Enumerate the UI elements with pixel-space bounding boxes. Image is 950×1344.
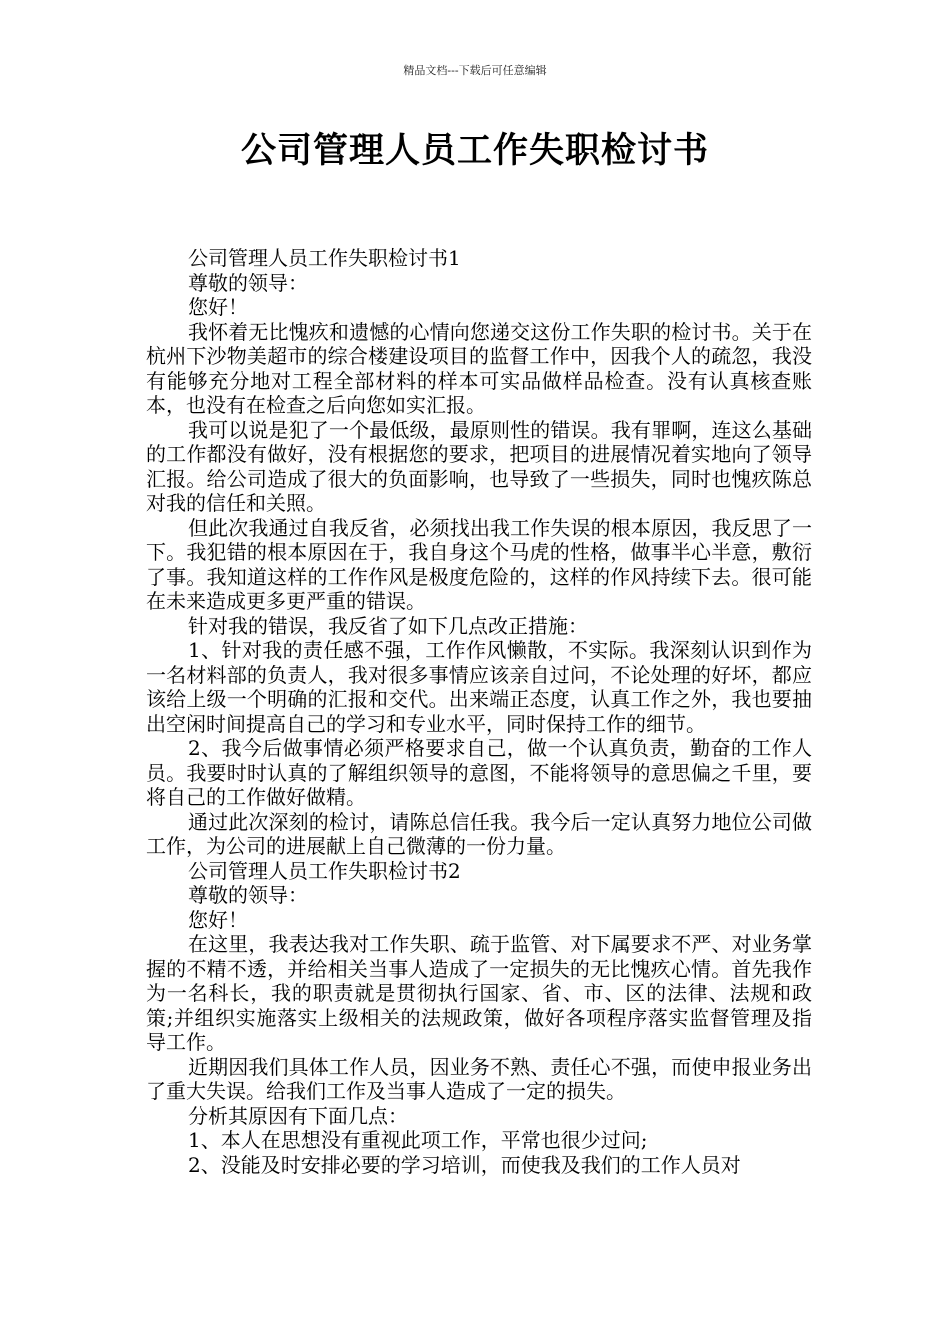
section-heading: 公司管理人员工作失职检讨书2 xyxy=(188,858,461,883)
greeting: 您好！ xyxy=(188,907,248,932)
paragraph: 近期因我们具体工作人员，因业务不熟、责任心不强，而使申报业务出了重大失误。给我们工作及当事人造成了一定的损失。 xyxy=(146,1054,812,1103)
document-body xyxy=(146,246,812,1177)
paragraph: 在这里，我表达我对工作失职、疏于监管、对下属要求不严、对业务掌握的不精不透，并给相关当事人造成了一定损失的无比愧疚心情。首先我作为一名科长，我的职责就是贯彻执行国家、省、市、区的法律、法规和政策;并组织实施落实上级相关的法规政策，做好各项程序落实监督管理及指导工作。 xyxy=(146,932,812,1054)
document-title: 公司管理人员工作失职检讨书 xyxy=(240,131,709,171)
greeting: 您好！ xyxy=(188,295,248,319)
paragraph: 分析其原因有下面几点： xyxy=(188,1103,408,1128)
paragraph: 但此次我通过自我反省，必须找出我工作失误的根本原因，我反思了一下。我犯错的根本原因在于，我自身这个马虎的性格，做事半心半意，敷衍了事。我知道这样的工作作风是极度危险的，这样的作风持续下去。很可能在未来造成更多更严重的错误。 xyxy=(146,515,812,613)
paragraph: 1、本人在思想没有重视此项工作，平常也很少过问; xyxy=(188,1128,648,1152)
paragraph: 针对我的错误，我反省了如下几点改正措施： xyxy=(188,613,588,638)
paragraph: 我怀着无比愧疚和遗憾的心情向您递交这份工作失职的检讨书。关于在杭州下沙物美超市的综合楼建设项目的监督工作中，因我个人的疏忽，我没有能够充分地对工程全部材料的样本可实品做样品检查。没有认真核查账本，也没有在检查之后向您如实汇报。 xyxy=(146,319,812,417)
document-header-note: 精品文档---下载后可任意编辑 xyxy=(403,64,547,77)
paragraph: 通过此次深刻的检讨，请陈总信任我。我今后一定认真努力地位公司做工作，为公司的进展献上自己微薄的一份力量。 xyxy=(146,809,812,858)
paragraph: 2、我今后做事情必须严格要求自己，做一个认真负责，勤奋的工作人员。我要时时认真的了解组织领导的意图，不能将领导的意思偏之千里，要将自己的工作做好做精。 xyxy=(146,736,812,809)
section-heading: 公司管理人员工作失职检讨书1 xyxy=(188,246,461,270)
paragraph: 1、针对我的责任感不强，工作作风懒散，不实际。我深刻认识到作为一名材料部的负责人，我对很多事情应该亲自过问，不论处理的好坏，都应该给上级一个明确的汇报和交代。出来端正态度，认真工作之外，我也要抽出空闲时间提高自己的学习和专业水平，同时保持工作的细节。 xyxy=(146,638,812,736)
salutation: 尊敬的领导： xyxy=(188,883,308,907)
salutation: 尊敬的领导： xyxy=(188,270,308,295)
paragraph: 我可以说是犯了一个最低级，最原则性的错误。我有罪啊，连这么基础的工作都没有做好，没有根据您的要求，把项目的进展情况着实地向了领导汇报。给公司造成了很大的负面影响，也导致了一些损失，同时也愧疚陈总对我的信任和关照。 xyxy=(146,417,812,515)
paragraph: 2、没能及时安排必要的学习培训，而使我及我们的工作人员对 xyxy=(188,1152,741,1177)
